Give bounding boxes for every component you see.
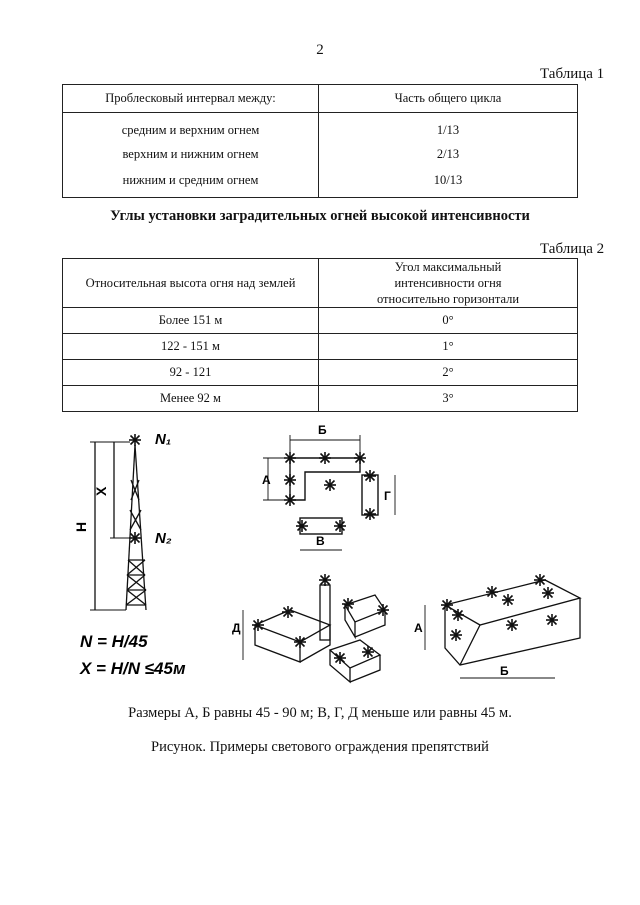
table1-header-interval: Проблесковый интервал между:	[63, 85, 319, 113]
light-icon	[342, 598, 354, 610]
formula-n: N = H/45	[80, 632, 148, 651]
figure-caption: Рисунок. Примеры светового ограждения препятствий	[151, 739, 489, 755]
light-icon	[364, 508, 376, 520]
light-icon	[362, 646, 374, 658]
table2-cell: 1°	[319, 334, 578, 360]
table2-cell: 0°	[319, 308, 578, 334]
label-n2: N₂	[155, 530, 172, 547]
table2-header-angle: Угол максимальный интенсивности огня относительно горизонтали	[319, 259, 578, 308]
tower-drawing	[90, 442, 146, 610]
light-icon	[502, 594, 514, 606]
dimensions-note: Размеры А, Б равны 45 - 90 м; В, Г, Д меньше или равны 45 м.	[128, 705, 512, 721]
light-icon	[450, 629, 462, 641]
table1-cell: верхним и нижним огнем	[63, 141, 319, 167]
light-icon	[282, 606, 294, 618]
table1-header-cycle: Часть общего цикла	[319, 85, 578, 113]
table1-header-row	[63, 85, 578, 113]
light-icon	[324, 479, 336, 491]
page-number: 2	[316, 42, 324, 58]
table-row	[63, 167, 578, 198]
light-icon	[294, 636, 306, 648]
label-g: Г	[384, 489, 391, 503]
table-row	[63, 334, 578, 360]
light-icon	[334, 520, 346, 532]
table2-cell: 122 - 151 м	[63, 334, 319, 360]
plan-view-drawing	[260, 435, 395, 550]
obstacle-lighting-figure	[0, 420, 640, 695]
light-icon	[534, 574, 546, 586]
light-icon	[284, 494, 296, 506]
light-icon	[354, 452, 366, 464]
table1-cell: 1/13	[319, 113, 578, 142]
table-row	[63, 360, 578, 386]
label-h: H	[73, 521, 89, 532]
table2-cell: 3°	[319, 386, 578, 412]
light-icon	[441, 599, 453, 611]
light-icon	[542, 587, 554, 599]
table1-caption: Таблица 1	[540, 66, 605, 82]
light-icon	[284, 452, 296, 464]
light-icon	[486, 586, 498, 598]
table2-cell: Более 151 м	[63, 308, 319, 334]
label-b-plan: Б	[318, 423, 327, 437]
light-icon	[334, 652, 346, 664]
label-x: X	[93, 486, 109, 496]
table-row	[63, 141, 578, 167]
section-heading: Углы установки заградительных огней высокой интенсивности	[110, 208, 530, 224]
label-v: В	[316, 534, 325, 548]
table2-cell: 92 - 121	[63, 360, 319, 386]
light-icon	[364, 470, 376, 482]
table2	[62, 258, 578, 412]
building-group-drawing	[243, 585, 385, 682]
label-d: Д	[232, 621, 241, 635]
table1	[62, 84, 578, 198]
formula-x: X = H/N ≤45м	[80, 659, 186, 678]
light-icon	[284, 474, 296, 486]
light-icon	[546, 614, 558, 626]
label-a-plan: А	[262, 473, 271, 487]
table1-cell: средним и верхним огнем	[63, 113, 319, 142]
light-icon	[319, 452, 331, 464]
table2-header-height: Относительная высота огня над землей	[63, 259, 319, 308]
label-n1: N₁	[155, 431, 172, 448]
light-icon	[252, 619, 264, 631]
table-row	[63, 113, 578, 142]
table2-header-row	[63, 259, 578, 308]
light-icon	[319, 574, 331, 586]
light-icon	[296, 520, 308, 532]
table2-caption: Таблица 2	[540, 241, 605, 257]
table-row	[63, 308, 578, 334]
table1-cell: 10/13	[319, 167, 578, 198]
label-a-slab: А	[414, 621, 423, 635]
light-icon	[129, 434, 141, 446]
label-b-slab: Б	[500, 664, 509, 678]
table-row	[63, 386, 578, 412]
light-icon	[377, 604, 389, 616]
table2-cell: Менее 92 м	[63, 386, 319, 412]
table1-cell: 2/13	[319, 141, 578, 167]
table2-cell: 2°	[319, 360, 578, 386]
light-icon	[129, 532, 141, 544]
light-icon	[506, 619, 518, 631]
table1-cell: нижним и средним огнем	[63, 167, 319, 198]
light-icon	[452, 609, 464, 621]
